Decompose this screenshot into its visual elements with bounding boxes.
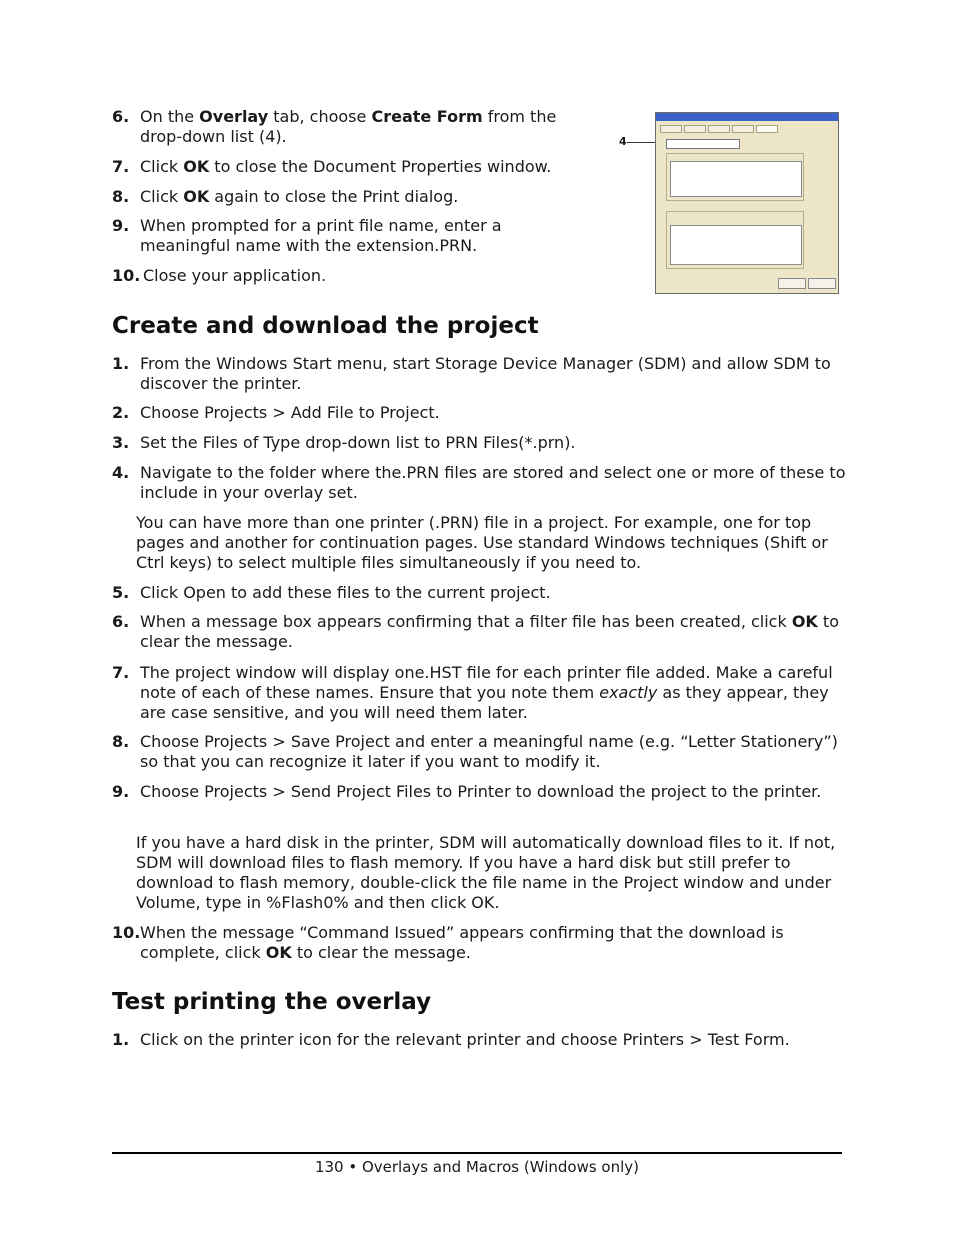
dialog-ok-button (778, 278, 806, 289)
section-heading-create-download: Create and download the project (112, 313, 539, 339)
step-6-top (112, 107, 592, 147)
step-text: When the message “Command Issued” appears confirming that the download is complete, click OK to clear the message. (140, 923, 784, 962)
step-2 (112, 403, 852, 423)
overlay-dropdown (666, 139, 740, 149)
dialog-titlebar (656, 113, 838, 121)
step-number: 8. (112, 732, 130, 751)
step-8-top (112, 187, 602, 207)
step-10 (112, 923, 852, 963)
step-text: Click OK again to close the Print dialog. (140, 187, 459, 206)
step-number: 2. (112, 403, 130, 422)
step-number: 10. (112, 266, 141, 285)
dialog-listbox-2 (670, 225, 802, 265)
step-6 (112, 612, 852, 652)
step-text: On the Overlay tab, choose Create Form from the drop-down list (4). (140, 107, 557, 146)
step-text: The project window will display one.HST file for each printer file added. Make a careful note of each of these names. Ensure that you note them exactly as they appear, they are case sensitive, and you will need them later. (140, 663, 833, 722)
step-number: 6. (112, 612, 130, 631)
step-number: 1. (112, 1030, 130, 1049)
step-3 (112, 433, 852, 453)
note-hard-disk-flash: If you have a hard disk in the printer, SDM will automatically download files to it. If not, SDM will download files to flash memory. If you have a hard disk but still prefer to download to flash memory, double-click the file name in the Project window and under Volume, type in %Flash0% and then click OK. (136, 833, 836, 912)
step-number: 8. (112, 187, 130, 206)
step-9 (112, 782, 852, 802)
step-text: When prompted for a print file name, enter a meaningful name with the extension.PRN. (140, 216, 502, 255)
step-7 (112, 663, 852, 723)
step-1 (112, 354, 852, 394)
footer-rule (112, 1152, 842, 1154)
step-number: 4. (112, 463, 130, 482)
step-text: Click on the printer icon for the relevant printer and choose Printers > Test Form. (140, 1030, 790, 1049)
test-step-1 (112, 1030, 852, 1050)
step-5 (112, 583, 852, 603)
step-number: 7. (112, 663, 130, 682)
step-text: Choose Projects > Send Project Files to Printer to download the project to the printer. (140, 782, 822, 801)
step-number: 3. (112, 433, 130, 452)
step-10-top (112, 266, 592, 286)
step-text: Set the Files of Type drop-down list to PRN Files(*.prn). (140, 433, 576, 452)
step-number: 6. (112, 107, 130, 126)
step-text: From the Windows Start menu, start Storage Device Manager (SDM) and allow SDM to discover the printer. (140, 354, 831, 393)
step-number: 9. (112, 782, 130, 801)
dialog-listbox-1 (670, 161, 802, 197)
step-number: 5. (112, 583, 130, 602)
step-9-top (112, 216, 552, 256)
figure-callout-number: 4 (619, 135, 627, 148)
note-multiple-prn-files: You can have more than one printer (.PRN) file in a project. For example, one for top pages and another for continuation pages. Use standard Windows techniques (Shift or Ctrl keys) to select multiple files simultaneously if you need to. (136, 513, 828, 572)
step-text: Click Open to add these files to the current project. (140, 583, 551, 602)
step-text: Choose Projects > Save Project and enter a meaningful name (e.g. “Letter Stationery”) so that you can recognize it later if you want to modify it. (140, 732, 838, 771)
step-number: 9. (112, 216, 130, 235)
step-number: 7. (112, 157, 130, 176)
step-text: Close your application. (143, 266, 327, 285)
step-text: Navigate to the folder where the.PRN files are stored and select one or more of these to include in your overlay set. (140, 463, 846, 502)
step-7-top (112, 157, 602, 177)
section-heading-test-printing: Test printing the overlay (112, 989, 432, 1015)
step-text: Choose Projects > Add File to Project. (140, 403, 440, 422)
step-text: Click OK to close the Document Properties window. (140, 157, 552, 176)
step-number: 10. (112, 923, 141, 942)
dialog-cancel-button (808, 278, 836, 289)
step-text: When a message box appears confirming that a filter file has been created, click OK to clear the message. (140, 612, 839, 651)
document-properties-dialog-thumbnail (655, 112, 839, 294)
page-footer: 130 • Overlays and Macros (Windows only) (314, 1158, 640, 1176)
dialog-tabs (660, 125, 778, 132)
step-number: 1. (112, 354, 130, 373)
step-8 (112, 732, 852, 772)
step-4 (112, 463, 852, 503)
